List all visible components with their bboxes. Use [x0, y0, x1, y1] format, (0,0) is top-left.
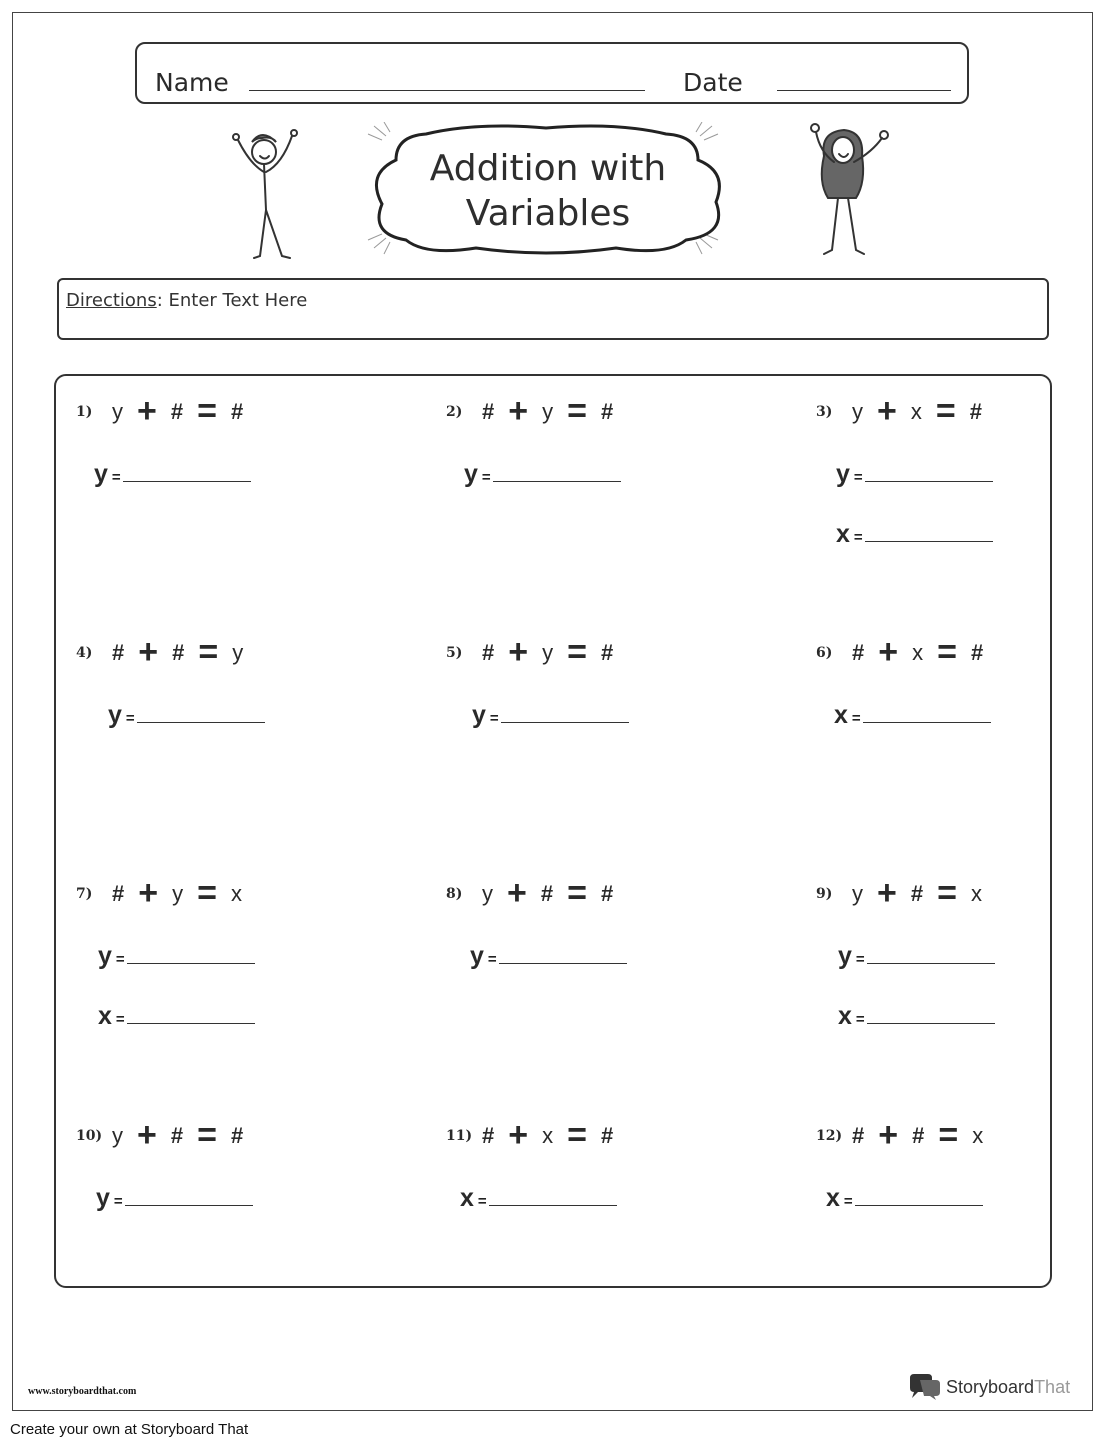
- problem-equation: [816, 1116, 997, 1155]
- answer-equals: =: [111, 469, 121, 486]
- directions-label: Directions: [66, 290, 157, 311]
- problem-number: 4): [76, 644, 93, 661]
- plus-sign: +: [877, 392, 897, 430]
- plus-sign: +: [137, 392, 157, 430]
- problem-number: 11): [446, 1127, 473, 1144]
- name-field[interactable]: [249, 90, 645, 91]
- problem-number: 9): [816, 885, 833, 902]
- equals-sign: =: [198, 633, 219, 671]
- variable: y: [482, 880, 493, 906]
- answer-equals: =: [477, 1193, 487, 1210]
- number-placeholder: #: [482, 639, 495, 665]
- answer-equals: =: [853, 529, 863, 546]
- plus-sign: +: [507, 874, 527, 912]
- equals-sign: =: [935, 392, 956, 430]
- answer-equals: =: [487, 951, 497, 968]
- speech-bubble-icon: [908, 1374, 940, 1400]
- variable: y: [112, 1122, 123, 1148]
- answer-variable: y: [838, 942, 852, 970]
- problem-equation: [76, 633, 257, 672]
- problem-equation: [446, 1116, 627, 1155]
- answer-equals: =: [843, 1193, 853, 1210]
- equals-sign: =: [567, 633, 587, 671]
- create-your-own-note[interactable]: Create your own at Storyboard That: [10, 1421, 249, 1438]
- answer-line-1: [838, 942, 995, 971]
- number-placeholder: #: [540, 880, 554, 906]
- plus-sign: +: [508, 1116, 529, 1154]
- answer-equals: =: [125, 710, 135, 727]
- number-placeholder: #: [230, 398, 244, 424]
- problem-equation: [446, 633, 627, 672]
- problem-equation: [446, 874, 627, 913]
- problem-equation: [76, 392, 257, 431]
- answer-variable: y: [98, 942, 112, 970]
- problem-equation: [816, 874, 996, 913]
- answer-equals: =: [853, 469, 863, 486]
- problem-equation: [446, 392, 627, 431]
- problem-equation: [76, 1116, 257, 1155]
- answer-blank[interactable]: [127, 1022, 255, 1024]
- equals-sign: =: [938, 1116, 959, 1154]
- problem-number: 1): [76, 403, 93, 420]
- number-placeholder: #: [170, 1122, 184, 1148]
- plus-sign: +: [877, 874, 897, 912]
- answer-blank[interactable]: [855, 1204, 983, 1206]
- footer-url: www.storyboardthat.com: [28, 1386, 137, 1397]
- answer-blank[interactable]: [865, 480, 993, 482]
- answer-equals: =: [113, 1193, 123, 1210]
- answer-blank[interactable]: [867, 962, 995, 964]
- equals-sign: =: [567, 874, 587, 912]
- answer-line-2: [838, 1002, 995, 1031]
- answer-variable: y: [470, 942, 484, 970]
- problem-number: 10): [76, 1127, 103, 1144]
- answer-line-1: [834, 701, 991, 730]
- number-placeholder: #: [112, 639, 125, 665]
- equals-sign: =: [197, 392, 217, 430]
- variable: y: [232, 639, 244, 665]
- answer-line-1: [108, 701, 265, 730]
- problem-equation: [816, 633, 997, 672]
- variable: y: [542, 398, 554, 424]
- variable: y: [112, 398, 123, 424]
- equals-sign: =: [567, 392, 587, 430]
- answer-line-1: [96, 1184, 253, 1213]
- plus-sign: +: [508, 392, 529, 430]
- answer-equals: =: [115, 951, 125, 968]
- problem-number: 5): [446, 644, 463, 661]
- number-placeholder: #: [170, 398, 184, 424]
- variable: x: [972, 1122, 984, 1148]
- number-placeholder: #: [600, 1122, 614, 1148]
- answer-variable: y: [108, 701, 122, 729]
- problem-number: 3): [816, 403, 833, 420]
- number-placeholder: #: [600, 639, 614, 665]
- problem-number: 6): [816, 644, 833, 661]
- equals-sign: =: [937, 633, 957, 671]
- plus-sign: +: [138, 633, 159, 671]
- number-placeholder: #: [172, 639, 185, 665]
- variable: x: [230, 880, 242, 906]
- number-placeholder: #: [112, 880, 125, 906]
- answer-equals: =: [851, 710, 861, 727]
- plus-sign: +: [138, 874, 159, 912]
- number-placeholder: #: [969, 398, 982, 424]
- answer-blank[interactable]: [493, 480, 621, 482]
- equals-sign: =: [197, 1116, 217, 1154]
- equals-sign: =: [567, 1116, 587, 1154]
- problem-equation: [76, 874, 256, 913]
- number-placeholder: #: [600, 880, 614, 906]
- number-placeholder: #: [482, 1122, 495, 1148]
- answer-blank[interactable]: [123, 480, 251, 482]
- problem-equation: [816, 392, 996, 431]
- answer-variable: x: [838, 1002, 852, 1030]
- answer-line-1: [98, 942, 255, 971]
- number-placeholder: #: [230, 1122, 244, 1148]
- number-placeholder: #: [600, 398, 614, 424]
- equals-sign: =: [197, 874, 217, 912]
- answer-equals: =: [855, 951, 865, 968]
- plus-sign: +: [878, 1116, 899, 1154]
- answer-variable: y: [94, 460, 108, 488]
- answer-line-1: [470, 942, 627, 971]
- number-placeholder: #: [970, 639, 984, 665]
- answer-line-1: [472, 701, 629, 730]
- answer-line-1: [464, 460, 621, 489]
- answer-blank[interactable]: [137, 721, 265, 723]
- answer-variable: x: [460, 1184, 474, 1212]
- problem-number: 8): [446, 885, 463, 902]
- variable: y: [172, 880, 184, 906]
- directions-box: [57, 278, 1049, 340]
- number-placeholder: #: [910, 880, 924, 906]
- answer-line-1: [94, 460, 251, 489]
- answer-blank[interactable]: [501, 721, 629, 723]
- answer-variable: x: [836, 520, 850, 548]
- answer-equals: =: [115, 1011, 125, 1028]
- number-placeholder: #: [912, 1122, 925, 1148]
- number-placeholder: #: [482, 398, 495, 424]
- plus-sign: +: [508, 633, 529, 671]
- answer-variable: x: [834, 701, 848, 729]
- number-placeholder: #: [852, 1122, 865, 1148]
- date-label: Date: [683, 68, 743, 97]
- answer-equals: =: [855, 1011, 865, 1028]
- number-placeholder: #: [852, 639, 865, 665]
- directions-body: : Enter Text Here: [156, 290, 308, 311]
- answer-line-1: [836, 460, 993, 489]
- answer-blank[interactable]: [127, 962, 255, 964]
- variable: y: [852, 880, 863, 906]
- answer-equals: =: [481, 469, 491, 486]
- problem-number: 2): [446, 403, 463, 420]
- answer-blank[interactable]: [489, 1204, 617, 1206]
- variable: x: [912, 639, 924, 665]
- answer-blank[interactable]: [499, 962, 627, 964]
- storyboardthat-logo: [908, 1372, 1070, 1402]
- answer-line-2: [98, 1002, 255, 1031]
- problem-number: 12): [816, 1127, 843, 1144]
- brand-main: Storyboard: [946, 1376, 1035, 1397]
- answer-variable: y: [96, 1184, 110, 1212]
- answer-variable: y: [472, 701, 486, 729]
- variable: x: [970, 880, 982, 906]
- variable: x: [542, 1122, 554, 1148]
- variable: x: [910, 398, 922, 424]
- answer-variable: x: [826, 1184, 840, 1212]
- brand-suffix: That: [1034, 1376, 1071, 1397]
- page-title: Addition with Variables: [429, 148, 667, 234]
- girl-figure-icon: [806, 122, 896, 260]
- boy-figure-icon: [222, 128, 302, 262]
- variable: y: [852, 398, 863, 424]
- name-label: Name: [155, 68, 229, 97]
- answer-variable: y: [464, 460, 478, 488]
- answer-line-1: [460, 1184, 617, 1213]
- variable: y: [542, 639, 554, 665]
- answer-variable: x: [98, 1002, 112, 1030]
- name-date-header: [135, 42, 969, 104]
- answer-blank[interactable]: [125, 1204, 253, 1206]
- answer-equals: =: [489, 710, 499, 727]
- directions-text[interactable]: [66, 290, 307, 311]
- answer-blank[interactable]: [865, 540, 993, 542]
- answer-blank[interactable]: [867, 1022, 995, 1024]
- answer-blank[interactable]: [863, 721, 991, 723]
- problem-number: 7): [76, 885, 93, 902]
- plus-sign: +: [137, 1116, 157, 1154]
- equals-sign: =: [937, 874, 957, 912]
- answer-line-1: [826, 1184, 983, 1213]
- answer-variable: y: [836, 460, 850, 488]
- date-field[interactable]: [777, 90, 951, 91]
- answer-line-2: [836, 520, 993, 549]
- plus-sign: +: [878, 633, 899, 671]
